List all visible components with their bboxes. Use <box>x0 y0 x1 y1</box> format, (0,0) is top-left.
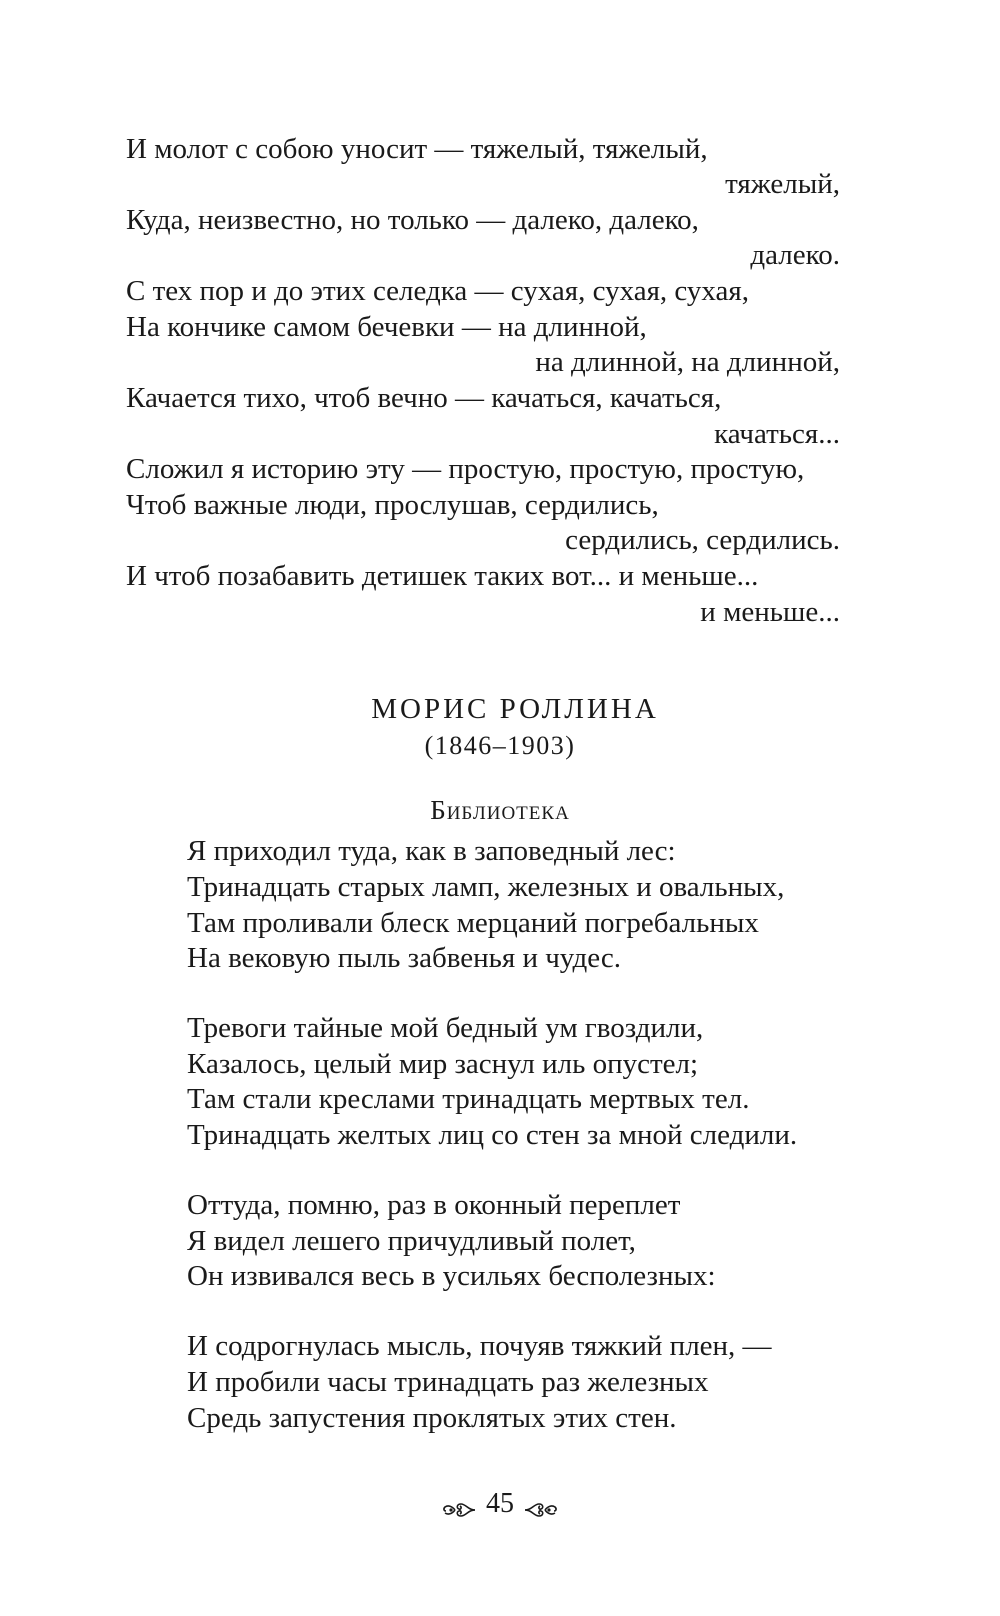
author-heading <box>0 691 1000 727</box>
author-name: МОРИС РОЛЛИНА <box>371 693 659 725</box>
verse-line: Средь запустения проклятых этих стен. <box>187 1402 677 1434</box>
fleuron-right-icon <box>524 1494 558 1512</box>
verse-line: С тех пор и до этих селедка — сухая, сухая, сухая, <box>126 275 749 307</box>
verse-line: Чтоб важные люди, прослушав, сердились, <box>126 489 659 521</box>
verse-line: И молот с собою уносит — тяжелый, тяжелый, <box>126 133 708 165</box>
author-years: (1846–1903) <box>424 731 576 760</box>
verse-line: Тринадцать старых ламп, железных и овальных, <box>187 871 785 903</box>
verse-line: Там проливали блеск мерцаний погребальных <box>187 907 759 939</box>
verse-line: И содрогнулась мысль, почуяв тяжкий плен, — <box>187 1330 772 1362</box>
verse-line-continuation: тяжелый, <box>725 168 840 200</box>
verse-line: Казалось, целый мир заснул иль опустел; <box>187 1048 699 1080</box>
verse-line: Сложил я историю эту — простую, простую, простую, <box>126 453 805 485</box>
verse-line: Тринадцать желтых лиц со стен за мной следили. <box>187 1119 798 1151</box>
verse-line-continuation: далеко. <box>750 239 840 271</box>
verse-line-continuation: на длинной, на длинной, <box>535 346 840 378</box>
verse-line: И пробили часы тринадцать раз железных <box>187 1366 709 1398</box>
verse-line: Я приходил туда, как в заповедный лес: <box>187 835 676 867</box>
verse-line-continuation: сердились, сердились. <box>565 524 840 556</box>
verse-line-continuation: и меньше... <box>700 596 840 628</box>
verse-line: Оттуда, помню, раз в оконный переплет <box>187 1189 681 1221</box>
verse-line: Я видел лешего причудливый полет, <box>187 1225 636 1257</box>
verse-line: Качается тихо, чтоб вечно — качаться, качаться, <box>126 382 722 414</box>
verse-line: И чтоб позабавить детишек таких вот... и меньше... <box>126 560 759 592</box>
verse-line-continuation: качаться... <box>714 418 840 450</box>
page-number: 45 <box>486 1488 514 1519</box>
fleuron-left-icon <box>442 1494 476 1512</box>
verse-line: На кончике самом бечевки — на длинной, <box>126 311 647 343</box>
verse-line: На вековую пыль забвенья и чудес. <box>187 942 621 974</box>
verse-line: Тревоги тайные мой бедный ум гвоздили, <box>187 1012 704 1044</box>
verse-line: Он извивался весь в усильях бесполезных: <box>187 1260 716 1292</box>
verse-line: Там стали креслами тринадцать мертвых тел. <box>187 1083 750 1115</box>
page-footer <box>0 1487 1000 1521</box>
verse-line: Куда, неизвестно, но только — далеко, далеко, <box>126 204 699 236</box>
poem-title: Библиотека <box>430 795 570 825</box>
